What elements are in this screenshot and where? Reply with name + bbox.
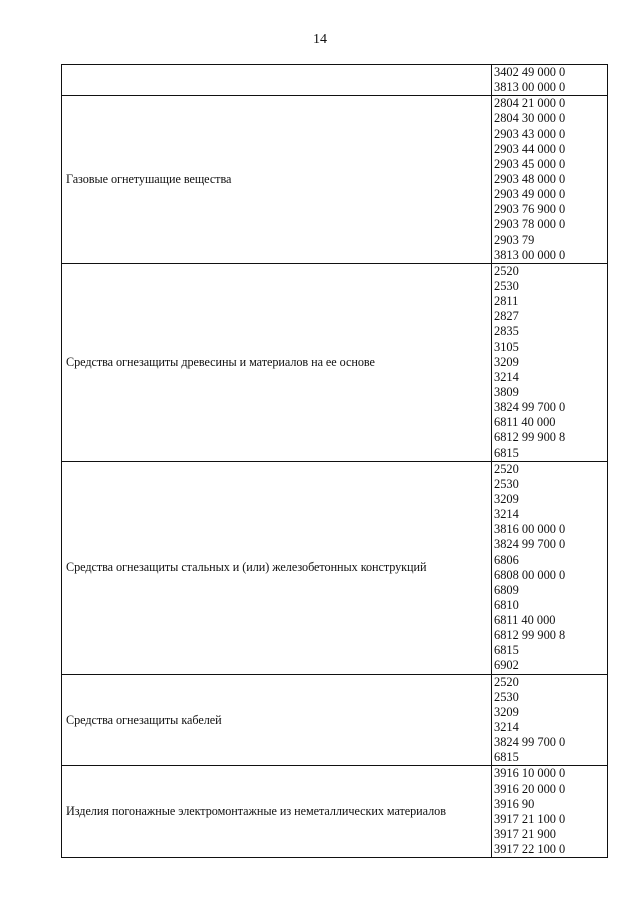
tn-ved-codes-cell [492, 461, 608, 674]
tn-ved-code: 6810 [494, 597, 519, 612]
table-row [62, 461, 608, 674]
tn-ved-code: 2903 49 000 0 [494, 187, 566, 202]
tn-ved-code: 3917 21 900 [494, 827, 556, 842]
tn-ved-code: 2530 [494, 689, 519, 704]
page-number: 14 [313, 32, 327, 47]
product-name-cell: Изделия погонажные электромонтажные из неметаллических материалов [62, 766, 492, 858]
tn-ved-code: 2903 79 [494, 232, 535, 247]
tn-ved-code: 3917 22 100 0 [494, 842, 566, 857]
tn-ved-code: 6812 99 900 8 [494, 430, 566, 445]
product-codes-table [61, 64, 608, 858]
tn-ved-code: 6902 [494, 658, 519, 673]
tn-ved-code: 2903 44 000 0 [494, 141, 566, 156]
tn-ved-code: 2835 [494, 324, 519, 339]
tn-ved-code: 3214 [494, 507, 519, 522]
tn-ved-code: 3916 10 000 0 [494, 766, 566, 781]
tn-ved-code: 3105 [494, 339, 519, 354]
tn-ved-code: 3824 99 700 0 [494, 400, 566, 415]
tn-ved-code: 2903 48 000 0 [494, 171, 566, 186]
tn-ved-code: 3214 [494, 369, 519, 384]
tn-ved-code: 3816 00 000 0 [494, 522, 566, 537]
product-name-cell: Средства огнезащиты древесины и материалов на ее основе [62, 263, 492, 461]
tn-ved-code: 3813 00 000 0 [494, 247, 566, 262]
tn-ved-code: 2827 [494, 309, 519, 324]
tn-ved-code: 3824 99 700 0 [494, 537, 566, 552]
tn-ved-code: 2903 78 000 0 [494, 217, 566, 232]
tn-ved-code: 6811 40 000 [494, 613, 556, 628]
product-name-cell [62, 65, 492, 96]
tn-ved-code: 6809 [494, 582, 519, 597]
tn-ved-codes-cell [492, 766, 608, 858]
tn-ved-codes-cell [492, 96, 608, 264]
tn-ved-codes-cell [492, 65, 608, 96]
tn-ved-code: 2520 [494, 674, 519, 689]
tn-ved-code: 2804 21 000 0 [494, 96, 566, 111]
tn-ved-code: 3916 20 000 0 [494, 781, 566, 796]
tn-ved-code: 6811 40 000 [494, 415, 556, 430]
tn-ved-code: 6812 99 900 8 [494, 628, 566, 643]
tn-ved-code: 3209 [494, 704, 519, 719]
tn-ved-code: 3917 21 100 0 [494, 811, 566, 826]
tn-ved-code: 3209 [494, 491, 519, 506]
table-row [62, 766, 608, 858]
tn-ved-code: 2804 30 000 0 [494, 111, 566, 126]
tn-ved-code: 3214 [494, 720, 519, 735]
tn-ved-code: 6815 [494, 750, 519, 765]
tn-ved-code: 6806 [494, 552, 519, 567]
table-row [62, 65, 608, 96]
tn-ved-code: 6815 [494, 445, 519, 460]
tn-ved-codes-cell [492, 263, 608, 461]
tn-ved-code: 2811 [494, 294, 519, 309]
product-name-cell: Средства огнезащиты стальных и (или) железобетонных конструкций [62, 461, 492, 674]
tn-ved-code: 3824 99 700 0 [494, 735, 566, 750]
table-row [62, 96, 608, 264]
table-body [62, 65, 608, 858]
product-name-cell: Средства огнезащиты кабелей [62, 674, 492, 766]
tn-ved-code: 2530 [494, 476, 519, 491]
tn-ved-code: 2903 76 900 0 [494, 202, 566, 217]
tn-ved-code: 2530 [494, 278, 519, 293]
tn-ved-code: 3209 [494, 354, 519, 369]
tn-ved-code: 2903 43 000 0 [494, 126, 566, 141]
tn-ved-code: 6815 [494, 643, 519, 658]
table-row [62, 263, 608, 461]
tn-ved-code: 2520 [494, 461, 519, 476]
tn-ved-code: 2520 [494, 263, 519, 278]
tn-ved-code: 3402 49 000 0 [494, 65, 566, 79]
tn-ved-codes-cell [492, 674, 608, 766]
table-row [62, 674, 608, 766]
tn-ved-code: 2903 45 000 0 [494, 156, 566, 171]
tn-ved-code: 3813 00 000 0 [494, 80, 566, 95]
tn-ved-code: 3916 90 [494, 796, 535, 811]
tn-ved-code: 6808 00 000 0 [494, 567, 566, 582]
tn-ved-code: 3809 [494, 384, 519, 399]
product-name-cell: Газовые огнетушащие вещества [62, 96, 492, 264]
